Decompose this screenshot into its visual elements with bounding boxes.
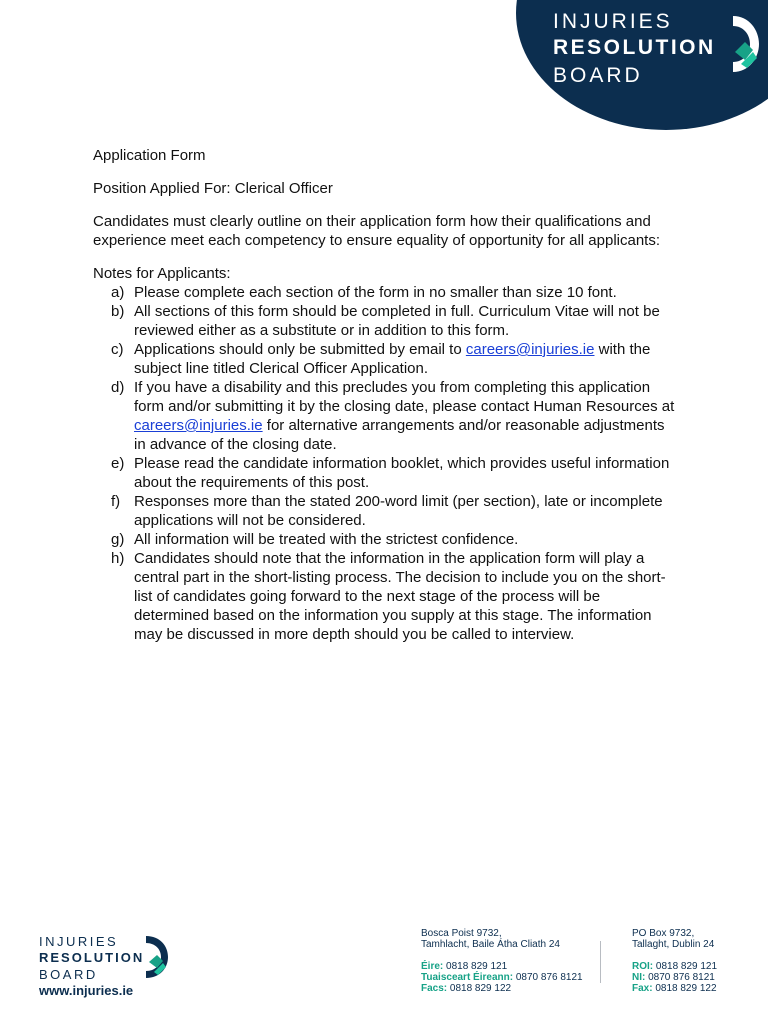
irish-address-line1: Bosca Poist 9732,: [421, 928, 502, 939]
website-link[interactable]: www.injuries.ie: [39, 983, 134, 998]
footer-logo: [39, 932, 189, 982]
footer-logo-line3: BOARD: [39, 967, 98, 982]
irish-ni-phone-value: 0870 876 8121: [513, 972, 583, 983]
note-marker: e): [111, 455, 125, 472]
note-text: All information will be treated with the strictest confidence.: [134, 531, 519, 548]
irish-fax-label: Facs:: [421, 983, 448, 994]
note-marker: g): [111, 531, 125, 548]
notes-heading: Notes for Applicants:: [93, 265, 231, 282]
note-item: [93, 492, 679, 530]
footer-logo-line2: RESOLUTION: [39, 950, 145, 965]
header-logo-line3: BOARD: [553, 64, 643, 87]
note-marker: f): [111, 493, 121, 510]
note-text: Please complete each section of the form in no smaller than size 10 font.: [134, 284, 617, 301]
header-logo-line2: RESOLUTION: [553, 36, 716, 59]
note-text-before: Applications should only be submitted by email to: [134, 341, 466, 358]
note-text-before: If you have a disability and this precludes you from completing this application form and/or submitting it by the closing date, please contact Human Resources at: [134, 379, 675, 415]
note-item: [93, 530, 679, 549]
roi-phone-label: ROI:: [632, 961, 654, 972]
header-logo: [553, 8, 763, 88]
header-logo-line1: INJURIES: [553, 10, 673, 33]
document-title: Application Form: [93, 147, 206, 164]
english-address-line2: Tallaght, Dublin 24: [632, 939, 715, 950]
ni-phone-value: 0870 876 8121: [645, 972, 715, 983]
irish-ni-phone-label: Tuaisceart Éireann:: [421, 972, 514, 983]
careers-email-link[interactable]: careers@injuries.ie: [465, 341, 595, 358]
note-marker: b): [111, 303, 125, 320]
note-item: [93, 283, 679, 302]
fax-label: Fax:: [632, 983, 653, 994]
note-text-after: for alternative arrangements and/or reasonable adjustments in advance of the closing date.: [134, 417, 665, 453]
note-item: [93, 454, 679, 492]
note-item: [93, 378, 679, 454]
notes-list: [93, 283, 693, 644]
irish-phone-row: [421, 961, 583, 972]
note-text-after: with the subject line titled Clerical Officer Application.: [134, 341, 651, 377]
english-address-line1: PO Box 9732,: [632, 928, 695, 939]
note-text: Candidates should note that the information in the application form will play a central part in the short-listing process. The decision to include you on the short-list of candidates going forward to the next stage of the process will be determined based on the information you supply at this stage. The information may be discussed in more depth should you be called to interview.: [134, 550, 666, 643]
careers-email-link[interactable]: careers@injuries.ie: [134, 417, 263, 434]
note-text: Please read the candidate information booklet, which provides useful information about the requirements of this post.: [134, 455, 670, 491]
ni-phone-label: NI:: [632, 972, 646, 983]
fax-row: [632, 983, 717, 994]
logo-mark-icon: [731, 12, 761, 76]
footer-divider: [600, 941, 601, 983]
logo-mark-icon: [146, 934, 170, 980]
intro-paragraph: Candidates must clearly outline on their application form how their qualifications and experience meet each competency to ensure equality of opportunity for all applicants:: [93, 213, 660, 249]
position-applied: Position Applied For: Clerical Officer: [93, 180, 333, 197]
irish-address-block: [421, 928, 583, 994]
fax-value: 0818 829 122: [652, 983, 717, 994]
note-text: All sections of this form should be completed in full. Curriculum Vitae will not be reviewed either as a substitute or in addition to this form.: [134, 303, 660, 339]
irish-phone-label: Éire:: [421, 961, 444, 972]
note-item: [93, 549, 679, 644]
roi-phone-value: 0818 829 121: [653, 961, 718, 972]
footer-logo-line1: INJURIES: [39, 934, 119, 949]
english-address-block: [632, 928, 717, 994]
irish-address-line2: Tamhlacht, Baile Átha Cliath 24: [421, 939, 560, 950]
irish-phone-value: 0818 829 121: [443, 961, 508, 972]
note-item: [93, 340, 679, 378]
roi-phone-row: [632, 961, 717, 972]
note-marker: a): [111, 284, 125, 301]
note-marker: h): [111, 550, 125, 567]
document-body: [93, 146, 693, 644]
note-marker: d): [111, 379, 125, 396]
ni-phone-row: [632, 972, 717, 983]
note-marker: c): [111, 341, 124, 358]
note-item: [93, 302, 679, 340]
irish-fax-value: 0818 829 122: [447, 983, 512, 994]
irish-ni-phone-row: [421, 972, 583, 983]
note-text: Responses more than the stated 200-word limit (per section), late or incomplete applications will not be considered.: [134, 493, 663, 529]
irish-fax-row: [421, 983, 583, 994]
